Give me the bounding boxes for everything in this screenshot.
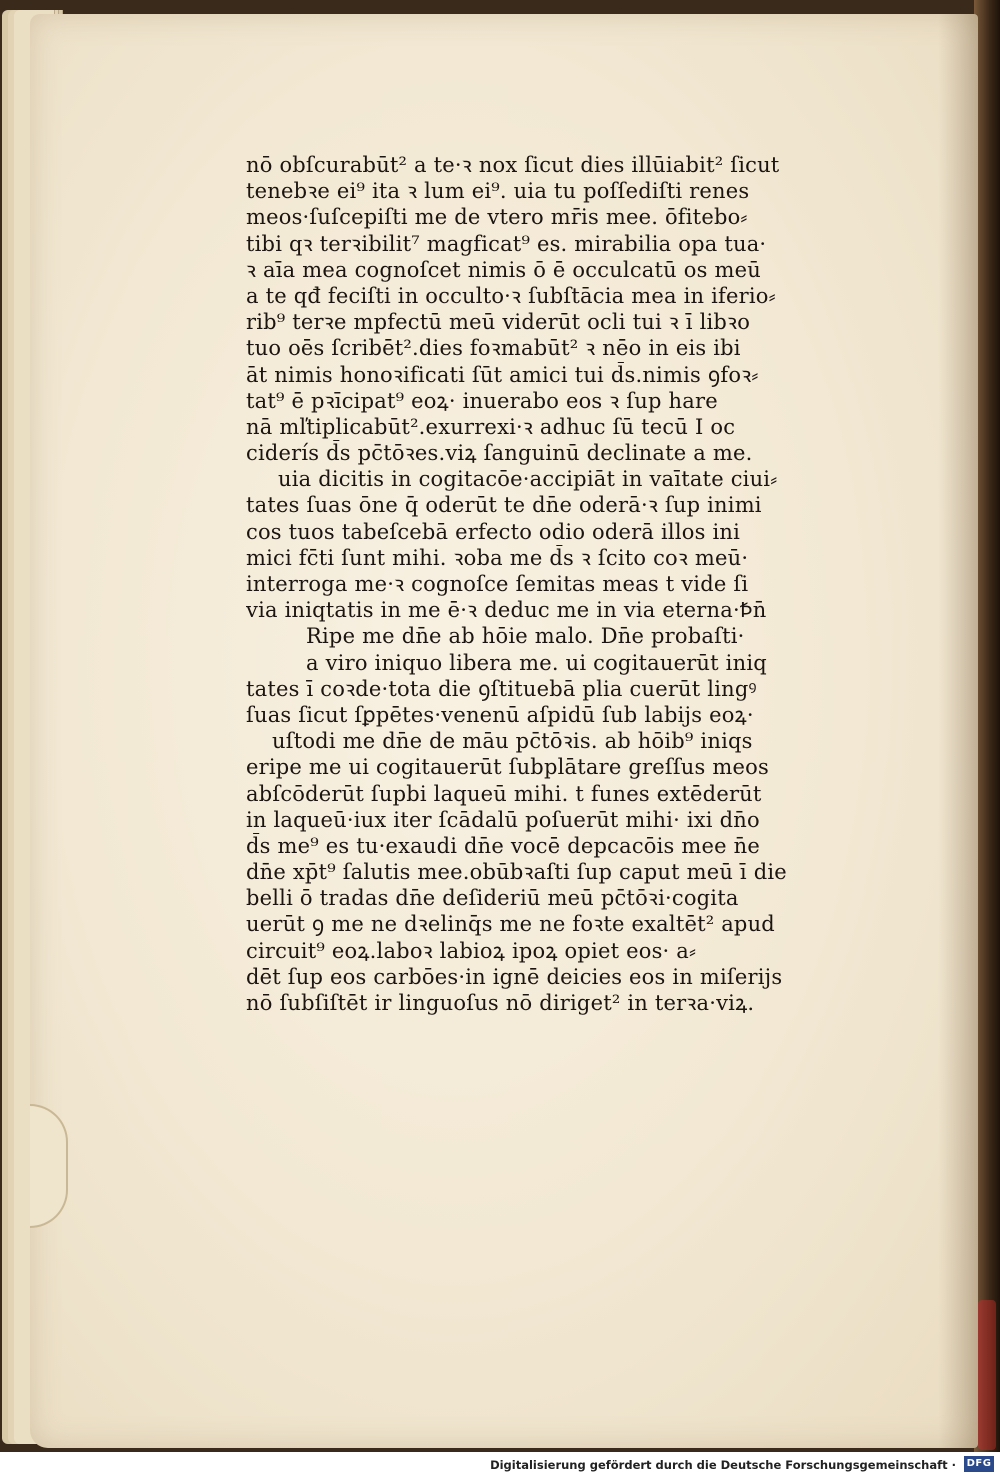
text-line: circuit⁹ eoꝝ.laboꝛ labioꝝ ipoꝝ opiet eos· a⸗ (246, 938, 697, 963)
text-line: a viro iniquo libera me. ui cogitauerūt iniq (306, 650, 767, 675)
text-line: meos·ſuſcepiſti me de vtero mr̄is mee. ōfitebo⸗ (246, 205, 748, 230)
text-line: abſcōderūt ſupbi laqueū mihi. t funes extēderūt (246, 781, 762, 806)
text-line: tates ī coꝛde·tota die ꝯſtituebā plia cuerūt lingꝰ (246, 676, 757, 701)
text-line: a te qđ feciſti in occulto·ꝛ ſubſtācia mea in iferio⸗ (246, 283, 776, 308)
text-line: tat⁹ ē pꝛīcipat⁹ eoꝝ· inuerabo eos ꝛ ſup hare (246, 388, 718, 413)
text-line: d̄s me⁹ es tu·exaudi dn̄e vocē depcacōis mee n̄e (246, 833, 761, 858)
text-line: ꝛ aīa mea cognoſcet nimis ō ē occulcatū os meū (246, 257, 761, 282)
gutter-shadow (938, 14, 978, 1448)
text-line: belli ō tradas dn̄e deſideriū meū pc̄tōꝛi·cogita (246, 886, 739, 911)
text-line: eripe me ui cogitauerūt ſubplātare greſſus meos (246, 755, 769, 780)
dfg-logo: DFG (964, 1456, 994, 1472)
binding-ribbon (978, 1300, 996, 1450)
text-line: dn̄e xp̄t⁹ ſalutis mee.obūbꝛaſti ſup caput meū ī die (246, 860, 787, 885)
text-line: mici fc̄ti ſunt mihi. ꝛoba me d̄s ꝛ ſcito coꝛ meū· (246, 545, 749, 570)
text-line: nō obſcurabūt² a te·ꝛ nox ſicut dies illūiabit² ſicut (246, 153, 780, 177)
text-line: ciderís d̄s pc̄tōꝛes.viꝝ ſanguinū declinate a me. (246, 441, 753, 466)
text-line: ſuas ſicut ſꝑpētes·venenū aſpidū ſub labijs eoꝝ· (246, 702, 754, 727)
text-line: āt nimis honoꝛificati ſūt amici tui d̄s.nimis ꝯfoꝛ⸗ (246, 362, 759, 387)
text-line: nō ſubſiſtēt ir linguoſus nō diriget² in terꝛa·viꝝ. (246, 991, 755, 1015)
text-line: Ripe me dn̄e ab hōie malo. Dn̄e probaſti· (306, 624, 745, 649)
footer-bar (0, 1452, 1000, 1478)
text-line: uia dicitis in cogitacōe·accipiāt in vaītate ciui⸗ (278, 467, 778, 492)
page-fold (30, 1104, 68, 1228)
text-line: uſtodi me dn̄e de māu pc̄tōꝛis. ab hōib⁹ iniqs (272, 729, 753, 754)
text-line: via iniqtatis in me ē·ꝛ deduc me in via eterna·Ꝥn̄ (246, 598, 767, 623)
text-line: rib⁹ terꝛe mpfectū meū viderūt ocli tui ꝛ ī libꝛo (246, 310, 751, 335)
text-block (246, 152, 886, 1016)
text-line: cos tuos tabeſcebā erfecto odio oderā illos ini (246, 519, 740, 544)
text-line: dēt ſup eos carbōes·in ignē deicies eos in miſerijs (246, 964, 783, 989)
text-line: tibi qꝛ terꝛibilit⁷ magficat⁹ es. mirabilia opa tua· (246, 231, 767, 256)
text-line: uerūt ꝯ me ne dꝛelinq̄s me ne foꝛte exaltēt² apud (246, 912, 775, 937)
text-line: tenebꝛe ei⁹ ita ꝛ lum ei⁹. uia tu poſſediſti renes (246, 179, 750, 204)
text-line: tates ſuas ōne q̄ oderūt te dn̄e oderā·ꝛ ſup inimi (246, 493, 762, 518)
text-line: interroga me·ꝛ cognoſce ſemitas meas t vide ſi (246, 572, 749, 596)
text-line: tuo oēs ſcribēt².dies foꝛmabūt² ꝛ nēo in eis ibi (246, 336, 741, 361)
text-line: nā mľtiplicabūt².exurrexi·ꝛ adhuc ſū tecū I oc (246, 414, 736, 439)
text-line: in laqueū·iux iter ſcādalū poſuerūt mihi· ixi dn̄o (246, 807, 760, 832)
funding-credit: Digitalisierung gefördert durch die Deutsche Forschungsgemeinschaft · (490, 1458, 956, 1472)
